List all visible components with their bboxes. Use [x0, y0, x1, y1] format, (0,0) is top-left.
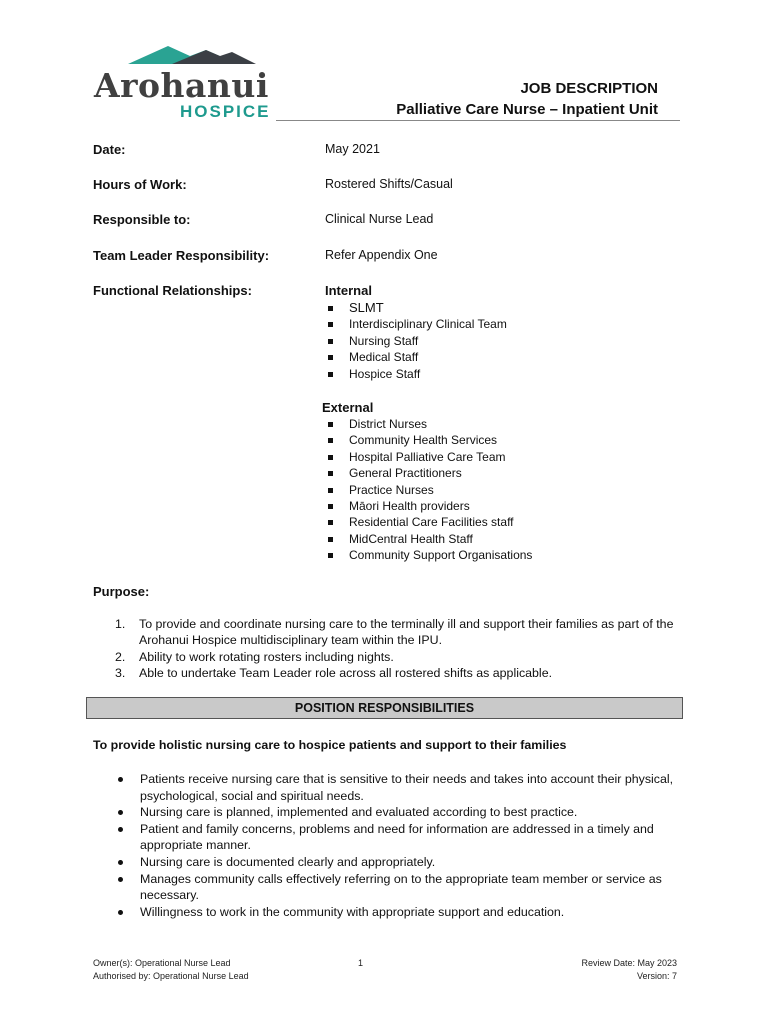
detail-value: Rostered Shifts/Casual: [325, 177, 453, 191]
list-item: SLMT: [325, 300, 507, 316]
responsibility-heading: To provide holistic nursing care to hospice patients and support to their families: [93, 738, 567, 752]
list-item: Nursing care is documented clearly and appropriately.: [115, 854, 685, 871]
square-bullet-icon: [328, 471, 333, 476]
round-bullet-icon: [118, 860, 123, 865]
square-bullet-icon: [328, 504, 333, 509]
list-item: General Practitioners: [325, 465, 532, 481]
detail-value: Refer Appendix One: [325, 248, 438, 262]
square-bullet-icon: [328, 372, 333, 377]
detail-label: Date:: [93, 142, 126, 157]
list-item: Patient and family concerns, problems and need for information are addressed in a timely and appropriate manner.: [115, 821, 685, 854]
list-item: Interdisciplinary Clinical Team: [325, 316, 507, 332]
section-header-bar: POSITION RESPONSIBILITIES: [86, 697, 683, 719]
list-item: 2. Ability to work rotating rosters including nights.: [115, 649, 394, 664]
detail-label: Hours of Work:: [93, 177, 187, 192]
page-number: 1: [358, 958, 364, 968]
footer-authorised: Authorised by: Operational Nurse Lead: [93, 971, 249, 981]
square-bullet-icon: [328, 553, 333, 558]
internal-heading: Internal: [325, 283, 372, 298]
arohanui-logo: [94, 42, 274, 122]
square-bullet-icon: [328, 537, 333, 542]
round-bullet-icon: [118, 810, 123, 815]
detail-value: May 2021: [325, 142, 380, 156]
square-bullet-icon: [328, 422, 333, 427]
round-bullet-icon: [118, 910, 123, 915]
document-title: JOB DESCRIPTION: [520, 80, 658, 97]
footer-review-date: Review Date: May 2023: [581, 958, 677, 968]
round-bullet-icon: [118, 777, 123, 782]
footer-right: [581, 957, 677, 983]
purpose-heading: Purpose:: [93, 584, 150, 599]
detail-label: Functional Relationships:: [93, 283, 252, 298]
internal-list: [325, 300, 507, 382]
list-item: Māori Health providers: [325, 498, 532, 514]
detail-value: Clinical Nurse Lead: [325, 212, 434, 226]
list-item: Medical Staff: [325, 349, 507, 365]
square-bullet-icon: [328, 306, 333, 311]
square-bullet-icon: [328, 355, 333, 360]
list-item: 3. Able to undertake Team Leader role across all rostered shifts as applicable.: [115, 665, 553, 680]
list-item: Hospice Staff: [325, 366, 507, 382]
purpose-list: [115, 616, 685, 681]
round-bullet-icon: [118, 827, 123, 832]
square-bullet-icon: [328, 520, 333, 525]
list-item: Community Support Organisations: [325, 547, 532, 563]
square-bullet-icon: [328, 438, 333, 443]
list-item: Hospital Palliative Care Team: [325, 449, 532, 465]
list-item: Nursing care is planned, implemented and evaluated according to best practice.: [115, 804, 685, 821]
list-item: Residential Care Facilities staff: [325, 514, 532, 530]
responsibility-list: [115, 771, 685, 920]
footer-left: [93, 957, 249, 983]
detail-label: Responsible to:: [93, 212, 191, 227]
list-item: District Nurses: [325, 416, 532, 432]
square-bullet-icon: [328, 488, 333, 493]
list-item: MidCentral Health Staff: [325, 531, 532, 547]
list-item: Manages community calls effectively referring on to the appropriate team member or service as necessary.: [115, 871, 685, 904]
document-subtitle: Palliative Care Nurse – Inpatient Unit: [396, 101, 658, 118]
footer-owner: Owner(s): Operational Nurse Lead: [93, 958, 231, 968]
list-item: Patients receive nursing care that is sensitive to their needs and takes into account their physical, psychological, social and spiritual needs.: [115, 771, 685, 804]
list-item: 1. To provide and coordinate nursing care to the terminally ill and support their families as part of the Arohanui Hospice multidisciplinary team within the IPU.: [115, 617, 674, 648]
list-item: Nursing Staff: [325, 333, 507, 349]
list-item: Community Health Services: [325, 432, 532, 448]
logo-wordmark: Arohanui: [94, 66, 269, 105]
list-item: Practice Nurses: [325, 482, 532, 498]
detail-label: Team Leader Responsibility:: [93, 248, 270, 263]
square-bullet-icon: [328, 455, 333, 460]
external-list: [325, 416, 532, 564]
header-divider: [276, 120, 680, 121]
square-bullet-icon: [328, 322, 333, 327]
footer-version: Version: 7: [636, 971, 677, 981]
round-bullet-icon: [118, 877, 123, 882]
external-heading: External: [322, 400, 374, 415]
list-item: Willingness to work in the community with appropriate support and education.: [115, 904, 685, 921]
mountain-logo-icon: [128, 42, 258, 68]
square-bullet-icon: [328, 339, 333, 344]
logo-subtext: HOSPICE: [180, 102, 271, 121]
